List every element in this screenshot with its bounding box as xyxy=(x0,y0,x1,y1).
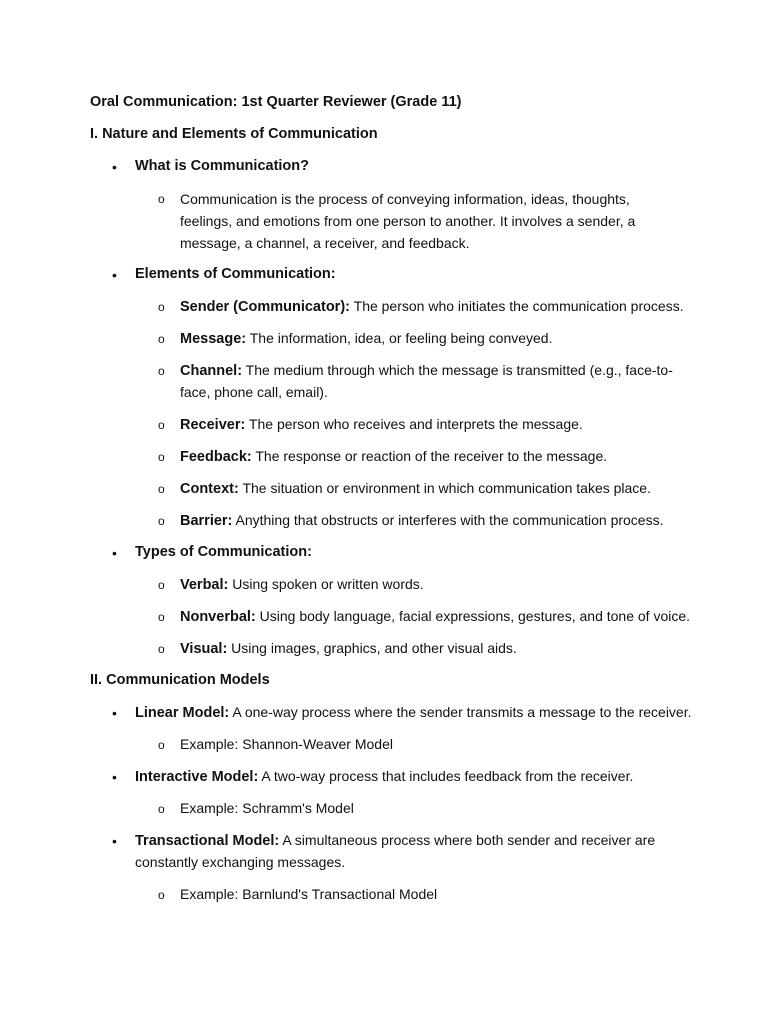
description: Using spoken or written words. xyxy=(228,576,424,592)
list-item-feedback xyxy=(180,445,607,468)
definition-line-2: feelings, and emotions from one person to another. It involves a sender, a xyxy=(180,213,636,229)
sub-bullet-marker: o xyxy=(158,192,165,206)
list-item-receiver xyxy=(180,413,583,436)
bullet-marker: • xyxy=(112,267,117,283)
list-item-visual xyxy=(180,637,517,660)
sub-bullet-marker: o xyxy=(158,332,165,346)
description: The situation or environment in which communication takes place. xyxy=(238,480,651,496)
section-heading-1: I. Nature and Elements of Communication xyxy=(90,126,378,142)
list-item-context xyxy=(180,477,651,500)
bullet-marker: • xyxy=(112,159,117,175)
list-item-verbal xyxy=(180,573,424,596)
definition-line-1: Communication is the process of conveying information, ideas, thoughts, xyxy=(180,191,630,207)
description: A simultaneous process where both sender and receiver are xyxy=(279,832,656,848)
description: The information, idea, or feeling being conveyed. xyxy=(246,330,553,346)
sub-bullet-marker: o xyxy=(158,888,165,902)
term: Nonverbal: xyxy=(180,609,256,625)
description: The medium through which the message is transmitted (e.g., face-to- xyxy=(242,362,673,378)
description: The response or reaction of the receiver to the message. xyxy=(251,448,608,464)
model-interactive-example: Example: Schramm's Model xyxy=(180,800,354,816)
section-heading-2: II. Communication Models xyxy=(90,672,270,688)
sub-bullet-marker: o xyxy=(158,514,165,528)
bullet-marker: • xyxy=(112,769,117,785)
bullet-marker: • xyxy=(112,833,117,849)
term: Barrier: xyxy=(180,513,233,529)
sub-bullet-marker: o xyxy=(158,450,165,464)
sub-bullet-marker: o xyxy=(158,300,165,314)
elements-label: Elements of Communication: xyxy=(135,266,336,282)
sub-bullet-marker: o xyxy=(158,610,165,624)
model-linear-example: Example: Shannon-Weaver Model xyxy=(180,736,393,752)
list-item-message xyxy=(180,327,552,350)
term: Transactional Model: xyxy=(135,833,280,849)
types-label: Types of Communication: xyxy=(135,544,312,560)
sub-bullet-marker: o xyxy=(158,642,165,656)
bullet-marker: • xyxy=(112,705,117,721)
list-item-channel-continued: face, phone call, email). xyxy=(180,384,328,400)
term: Interactive Model: xyxy=(135,769,259,785)
description: Using images, graphics, and other visual aids. xyxy=(227,640,517,656)
sub-bullet-marker: o xyxy=(158,364,165,378)
sub-bullet-marker: o xyxy=(158,418,165,432)
sub-bullet-marker: o xyxy=(158,578,165,592)
definition-line-3: message, a channel, a receiver, and feedback. xyxy=(180,235,470,251)
what-is-communication-label: What is Communication? xyxy=(135,158,309,174)
term: Message: xyxy=(180,331,247,347)
description: Using body language, facial expressions, gestures, and tone of voice. xyxy=(255,608,691,624)
description: A two-way process that includes feedback from the receiver. xyxy=(258,768,634,784)
term: Receiver: xyxy=(180,417,246,433)
model-transactional-example: Example: Barnlund's Transactional Model xyxy=(180,886,438,902)
list-item-channel xyxy=(180,359,673,382)
model-linear xyxy=(135,701,692,724)
term: Linear Model: xyxy=(135,705,230,721)
model-interactive xyxy=(135,765,633,788)
term: Feedback: xyxy=(180,449,252,465)
sub-bullet-marker: o xyxy=(158,802,165,816)
list-item-nonverbal xyxy=(180,605,690,628)
description: A one-way process where the sender transmits a message to the receiver. xyxy=(229,704,692,720)
bullet-marker: • xyxy=(112,545,117,561)
description: The person who receives and interprets the message. xyxy=(245,416,583,432)
list-item-sender xyxy=(180,295,684,318)
term: Visual: xyxy=(180,641,228,657)
model-transactional xyxy=(135,829,655,852)
document-title: Oral Communication: 1st Quarter Reviewer (Grade 11) xyxy=(90,94,462,110)
term: Sender (Communicator): xyxy=(180,299,350,315)
description: The person who initiates the communication process. xyxy=(350,298,684,314)
model-transactional-continued: constantly exchanging messages. xyxy=(135,854,346,870)
description: Anything that obstructs or interferes with the communication process. xyxy=(232,512,664,528)
sub-bullet-marker: o xyxy=(158,482,165,496)
term: Verbal: xyxy=(180,577,229,593)
term: Context: xyxy=(180,481,239,497)
term: Channel: xyxy=(180,363,243,379)
sub-bullet-marker: o xyxy=(158,738,165,752)
list-item-barrier xyxy=(180,509,664,532)
